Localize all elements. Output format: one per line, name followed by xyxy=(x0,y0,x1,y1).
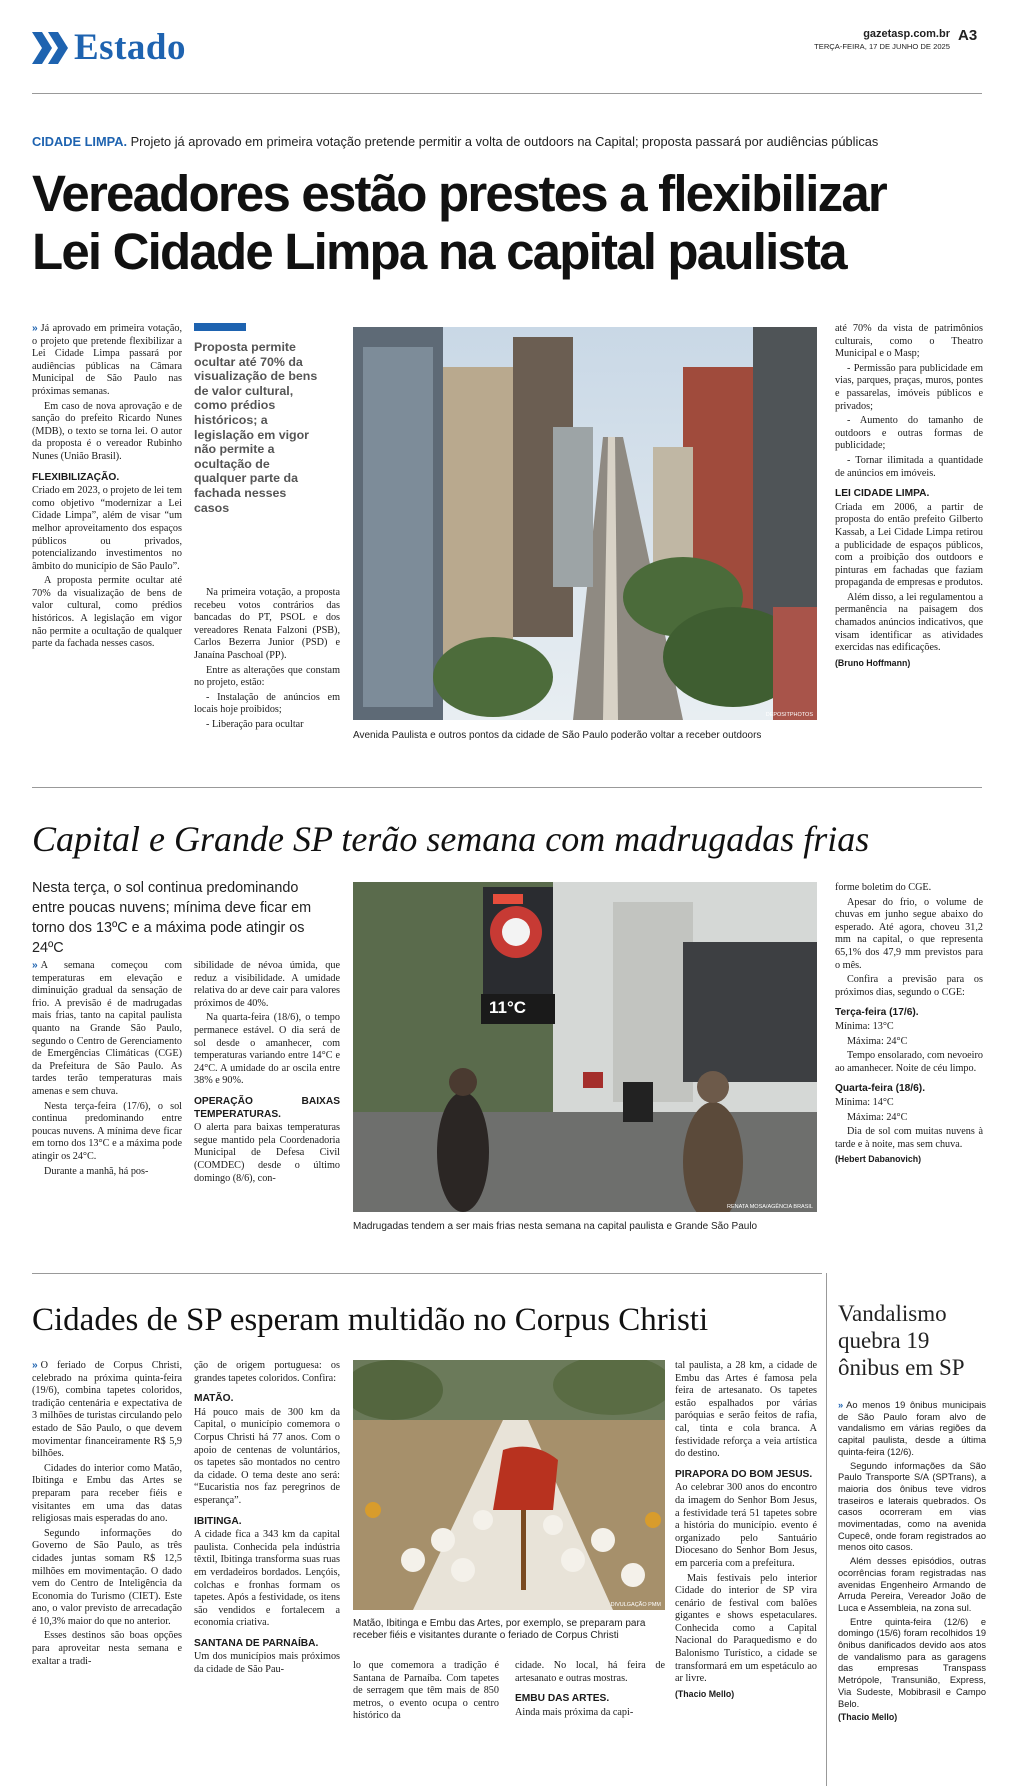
story2-deck: Nesta terça, o sol continua predominando entre poucas nuvens; mínima deve ficar em torno dos 13ºC e a máxima pode atingir os 24ºC xyxy=(32,880,312,956)
paragraph: Em caso de nova aprovação e de sanção do prefeito Ricardo Nunes (MDB), o texto se torna lei. O autor da proposta é o vereador Rubinho Nunes (União Brasil). xyxy=(32,400,182,462)
subhead: MATÃO. xyxy=(194,1393,234,1405)
story2-column-4 xyxy=(835,882,983,1166)
paragraph: - Liberação para ocultar xyxy=(206,718,304,730)
paragraph: » Ao menos 19 ônibus municipais de São Paulo foram alvo de vandalismo em várias regiões da capital paulista, desde a última quinta-feira (12/6). xyxy=(838,1400,986,1457)
subhead: SANTANA DE PARNAÍBA. xyxy=(194,1637,319,1649)
paragraph: cidade. No local, há feira de artesanato e outras mostras. xyxy=(515,1660,665,1684)
headline-line-1: Vereadores estão prestes a flexibilizar xyxy=(32,165,886,222)
paragraph: sibilidade de névoa úmida, que reduz a visibilidade. A umidade relativa do ar deve cair para valores próximos de 40%. xyxy=(194,960,340,1009)
subhead: IBITINGA. xyxy=(194,1515,242,1527)
photo-caption: Matão, Ibitinga e Embu das Artes, por exemplo, se preparam para receber fiéis e visitantes durante o feriado de Corpus Christi xyxy=(353,1618,646,1641)
subhead: Terça-feira (17/6). xyxy=(835,1007,919,1019)
paragraph: tal paulista, a 28 km, a cidade de Embu das Artes é famosa pela feira de artesanato. Os tapetes estão espalhados por várias paróquias e serão feitos de rafia, cal, tinta e cola branca. A festividade reforça a veia artística do destino. xyxy=(675,1360,817,1460)
paragraph: A cidade fica a 343 km da capital paulista. Conhecida pela indústria têxtil, Ibitinga transforma suas ruas em verdadeiros bordados. Lençóis, colchas e fronhas formam os tapetes. Após a festividade, os itens são vendidos e fortalecem a economia criativa. xyxy=(194,1529,340,1629)
story3-column-1 xyxy=(32,1360,182,1670)
story1-headline xyxy=(32,165,992,281)
chevron-icon: » xyxy=(838,1400,844,1410)
subhead: EMBU DAS ARTES. xyxy=(515,1693,610,1705)
paragraph: » A semana começou com temperaturas em elevação e diminuição gradual da sensação de frio. A previsão é de madrugadas mais frias, tanto na capital paulista quanto na Grande São Paulo, segundo o Centro de Gerenciamento de Emergências Climáticas (CGE) da Prefeitura de São Paulo. As tardes terão temperaturas mais amenas e sem chuva. xyxy=(32,960,182,1097)
paragraph: Além desses episódios, outras ocorrências foram registradas nas avenidas Engenheiro Armando de Arruda Pereira, Vereador João de Luca e Assembleia, na zona sul. xyxy=(838,1556,986,1613)
pullquote: Proposta permite ocultar até 70% da visualização de bens de valor cultural, como prédios históricos; a legislação em vigor não permite a ocultação de qualquer parte da fachada nesses casos xyxy=(194,340,318,515)
paragraph: - Aumento do tamanho de outdoors e outras formas de publicidade; xyxy=(835,415,983,452)
photo-caption: Madrugadas tendem a ser mais frias nesta semana na capital paulista e Grande São Paulo xyxy=(353,1221,758,1232)
paragraph: Apesar do frio, o volume de chuvas em junho segue abaixo do esperado. Até agora, choveu 31,2 mm na capital, o que representa 65,1% dos 47,9 mm previstos para o mês. xyxy=(835,896,983,971)
procession-illustration xyxy=(353,1360,665,1610)
photo-cold-morning xyxy=(353,882,817,1212)
paragraph: Máxima: 24°C xyxy=(847,1111,908,1123)
story2-column-1 xyxy=(32,960,182,1180)
paragraph: Nesta terça-feira (17/6), o sol continua predominando entre poucas nuvens. A mínima deve ficar em torno dos 13°C e a máxima pode atingir os 24°C. xyxy=(32,1100,182,1162)
story3-column-2 xyxy=(194,1360,340,1679)
thermometer-display: 11°C xyxy=(489,998,527,1017)
photo-corpus-christi xyxy=(353,1360,665,1610)
headline-line-2: Lei Cidade Limpa na capital paulista xyxy=(32,223,846,280)
paragraph: Confira a previsão para os próximos dias, segundo o CGE: xyxy=(835,974,983,998)
masthead-info xyxy=(760,28,950,51)
paragraph: Criado em 2023, o projeto de lei tem como objetivo “modernizar a Lei Cidade Limpa”, além de visar “um melhor aproveitamento dos espaços públicos ou privados, potencializando investimentos no âmbito do município de São Paulo”. xyxy=(32,485,182,572)
sidebar-divider xyxy=(826,1273,827,1786)
section-rule xyxy=(32,787,982,788)
paragraph: - Tornar ilimitada a quantidade de anúncios em imóveis. xyxy=(835,454,983,479)
paragraph: Tempo ensolarado, com nevoeiro ao amanhecer. Noite de céu limpo. xyxy=(835,1050,983,1074)
section-title: Estado xyxy=(74,27,186,68)
photo-credit: DEPOSITPHOTOS xyxy=(765,712,813,718)
paragraph: ção de origem portuguesa: os grandes tapetes coloridos. Confira: xyxy=(194,1360,340,1384)
story3-column-3a xyxy=(353,1660,499,1725)
paragraph: A proposta permite ocultar até 70% da visualização de bens de valor cultural, como prédios históricos. A legislação em vigor não permite a ocultação de qualquer parte da fachada nesses casos. xyxy=(32,575,182,650)
paragraph: Criada em 2006, a partir de proposta do então prefeito Gilberto Kassab, a Lei Cidade Limpa retirou a publicidade de espaços públicos, com a proibição dos outdoors e pinturas em fachadas que faziam propaganda de empresas e produtos. xyxy=(835,501,983,589)
photo-avenida-paulista xyxy=(353,327,817,720)
site-url[interactable]: gazetasp.com.br xyxy=(863,28,950,40)
paragraph: Mínima: 13°C xyxy=(835,1020,894,1032)
paragraph: Além disso, a lei regulamentou a permanência na paisagem dos chamados anúncios indicativos, que visam identificar as atividades exercidas nas edificações. xyxy=(835,591,983,654)
masthead-rule xyxy=(32,93,982,94)
paragraph: O alerta para baixas temperaturas segue mantido pela Coordenadoria Municipal de Defesa Civil (COMDEC) desde o último domingo (8/6), con- xyxy=(194,1122,340,1184)
story1-column-1 xyxy=(32,323,182,653)
byline: (Bruno Hoffmann) xyxy=(835,657,911,668)
paragraph: forme boletim do CGE. xyxy=(835,882,932,893)
story3-column-3b xyxy=(515,1660,665,1721)
paragraph: Segundo informações da São Paulo Transporte S/A (SPTrans), a maioria dos ônibus teve vidros traseiros e laterais quebrados. Os casos ocorreram em vias movimentadas, como na avenida Cupecê, onde foram registrados ao menos oito casos. xyxy=(838,1460,986,1553)
story2-column-2 xyxy=(194,960,340,1187)
paragraph: Entre as alterações que constam no projeto, estão: xyxy=(194,664,340,689)
subhead: OPERAÇÃO BAIXAS TEMPERATURAS. xyxy=(194,1095,340,1120)
section-rule xyxy=(32,1273,822,1274)
paragraph: Dia de sol com muitas nuvens à tarde e à noite, mas sem chuva. xyxy=(835,1126,983,1150)
paragraph: Ainda mais próxima da capi- xyxy=(515,1706,634,1718)
subhead: LEI CIDADE LIMPA. xyxy=(835,488,930,500)
paragraph: Na primeira votação, a proposta recebeu votos contrários das bancadas do PT, PSOL e dos vereadores Renata Falzoni (PSB), Carlos Bezerra Junior (PSD) e Janaína Paschoal (PP). xyxy=(194,587,340,661)
subhead: Quarta-feira (18/6). xyxy=(835,1083,926,1095)
subhead: PIRAPORA DO BOM JESUS. xyxy=(675,1468,813,1480)
story1-column-2 xyxy=(194,587,340,734)
paragraph: » Já aprovado em primeira votação, o projeto que pretende flexibilizar a Lei Cidade Limpa passará por audiências públicas na Câmara Municipal de São Paulo nas próximas semanas. xyxy=(32,323,182,397)
page-number: A3 xyxy=(958,27,978,44)
deck: Projeto já aprovado em primeira votação pretende permitir a volta de outdoors na Capital; proposta passará por audiências públicas xyxy=(130,134,879,149)
paragraph: - Instalação de anúncios em locais hoje proibidos; xyxy=(194,691,340,716)
story1-column-4 xyxy=(835,323,983,669)
paragraph: Esses destinos são boas opções para aproveitar nesta semana e exaltar a tradi- xyxy=(32,1630,182,1667)
photo-credit: DIVULGAÇÃO PMM xyxy=(610,1602,661,1608)
city-aerial-illustration xyxy=(353,327,817,720)
story4-column xyxy=(838,1400,986,1724)
chevron-icon: » xyxy=(32,323,38,334)
paragraph: Há pouco mais de 300 km da Capital, o município comemora o Corpus Christi há 77 anos. Com o apoio de centenas de voluntários, os tapetes são montados no centro da cidade. O tema deste ano será: “Eucaristia nos faz peregrinos de esperança”. xyxy=(194,1406,340,1506)
subhead: FLEXIBILIZAÇÃO. xyxy=(32,471,120,483)
section-logo xyxy=(32,26,232,72)
paragraph: Entre quinta-feira (12/6) e domingo (15/6) foram recolhidos 19 ônibus danificados devido aos atos de vandalismo para as garagens das empresas Transpass Metrópole, Transunião, Express, Via Sudeste, Mobibrasil e Campo Belo. xyxy=(838,1616,986,1709)
paragraph: Cidades do interior como Matão, Ibitinga e Embu das Artes se preparam para receber fiéis e visitantes em uma das datas religiosas mais esperadas do ano. xyxy=(32,1462,182,1525)
story4-headline: Vandalismo quebra 19 ônibus em SP xyxy=(838,1301,965,1380)
paragraph: - Permissão para publicidade em vias, parques, praças, muros, pontes e passarelas, imóveis públicos e privados; xyxy=(835,362,983,412)
paragraph: Mínima: 14°C xyxy=(835,1096,894,1108)
issue-date: TERÇA-FEIRA, 17 DE JUNHO DE 2025 xyxy=(814,42,950,51)
street-scene-illustration xyxy=(353,882,817,1212)
byline: (Hebert Dabanovich) xyxy=(835,1154,922,1165)
paragraph: Um dos municípios mais próximos da cidade de São Pau- xyxy=(194,1651,340,1676)
paragraph: lo que comemora a tradição é Santana de Parnaíba. Com tapetes de serragem que têm mais de 850 metros, o evento ocupa o centro histórico da xyxy=(353,1660,499,1722)
pullquote-bar xyxy=(194,323,246,331)
paragraph: Segundo informações do Governo de São Paulo, as três cidades juntas somam R$ 12,5 milhões em movimentação. O dado vem do Centro de Inteligência da Economia do Turismo (CIET). Este ano, o valor previsto de arrecadação é 10,3% maior do que no anterior. xyxy=(32,1527,182,1627)
story1-kicker-line: CIDADE LIMPA. Projeto já aprovado em primeira votação pretende permitir a volta de outdoors na Capital; proposta passará por audiências públicas xyxy=(32,134,879,149)
story3-column-4 xyxy=(675,1360,817,1700)
chevron-icon: » xyxy=(32,1360,38,1371)
story2-headline: Capital e Grande SP terão semana com madrugadas frias xyxy=(32,819,870,859)
paragraph: Mais festivais pelo interior Cidade do interior de SP vira cenário de festival com balões gigantes e shows espetaculares. Conhecida como a Capital Nacional do Paraquedismo e do Balonismo Turístico, a cidade se transformará em um espetáculo ao ar livre. xyxy=(675,1572,817,1685)
paragraph: até 70% da vista de patrimônios culturais, como o Theatro Municipal e o Masp; xyxy=(835,323,983,360)
photo-caption: Avenida Paulista e outros pontos da cidade de São Paulo poderão voltar a receber outdoors xyxy=(353,730,762,741)
paragraph: Na quarta-feira (18/6), o tempo permanece estável. O dia será de sol desde o amanhecer, com temperaturas variando entre 14°C e 24°C. A umidade do ar oscila entre 38% e 90%. xyxy=(194,1012,340,1087)
chevron-arrows-icon xyxy=(32,30,72,66)
paragraph: Durante a manhã, há pos- xyxy=(44,1165,149,1177)
story3-headline: Cidades de SP esperam multidão no Corpus Christi xyxy=(32,1302,709,1338)
kicker: CIDADE LIMPA xyxy=(32,134,124,149)
photo-credit: RENATA MOSA/AGÊNCIA BRASIL xyxy=(727,1204,813,1210)
chevron-icon: » xyxy=(32,960,38,971)
paragraph: Ao celebrar 300 anos do encontro da imagem do Senhor Bom Jesus, a festividade terá 51 tapetes sobre a história do município. evento é organizado pelo Santuário Diocesano do Senhor Bom Jesus, em parceria com a prefeitura. xyxy=(675,1482,817,1569)
paragraph: Máxima: 24°C xyxy=(847,1035,908,1047)
byline: (Thacio Mello) xyxy=(838,1712,898,1723)
byline: (Thacio Mello) xyxy=(675,1688,735,1699)
paragraph: » O feriado de Corpus Christi, celebrado na próxima quinta-feira (19/6), combina tapetes coloridos, tradição centenária e expectativa de 3 milhões de turistas circulando pelo estado de São Paulo, o que devem movimentar financeiramente R$ 5,9 bilhões. xyxy=(32,1360,182,1460)
